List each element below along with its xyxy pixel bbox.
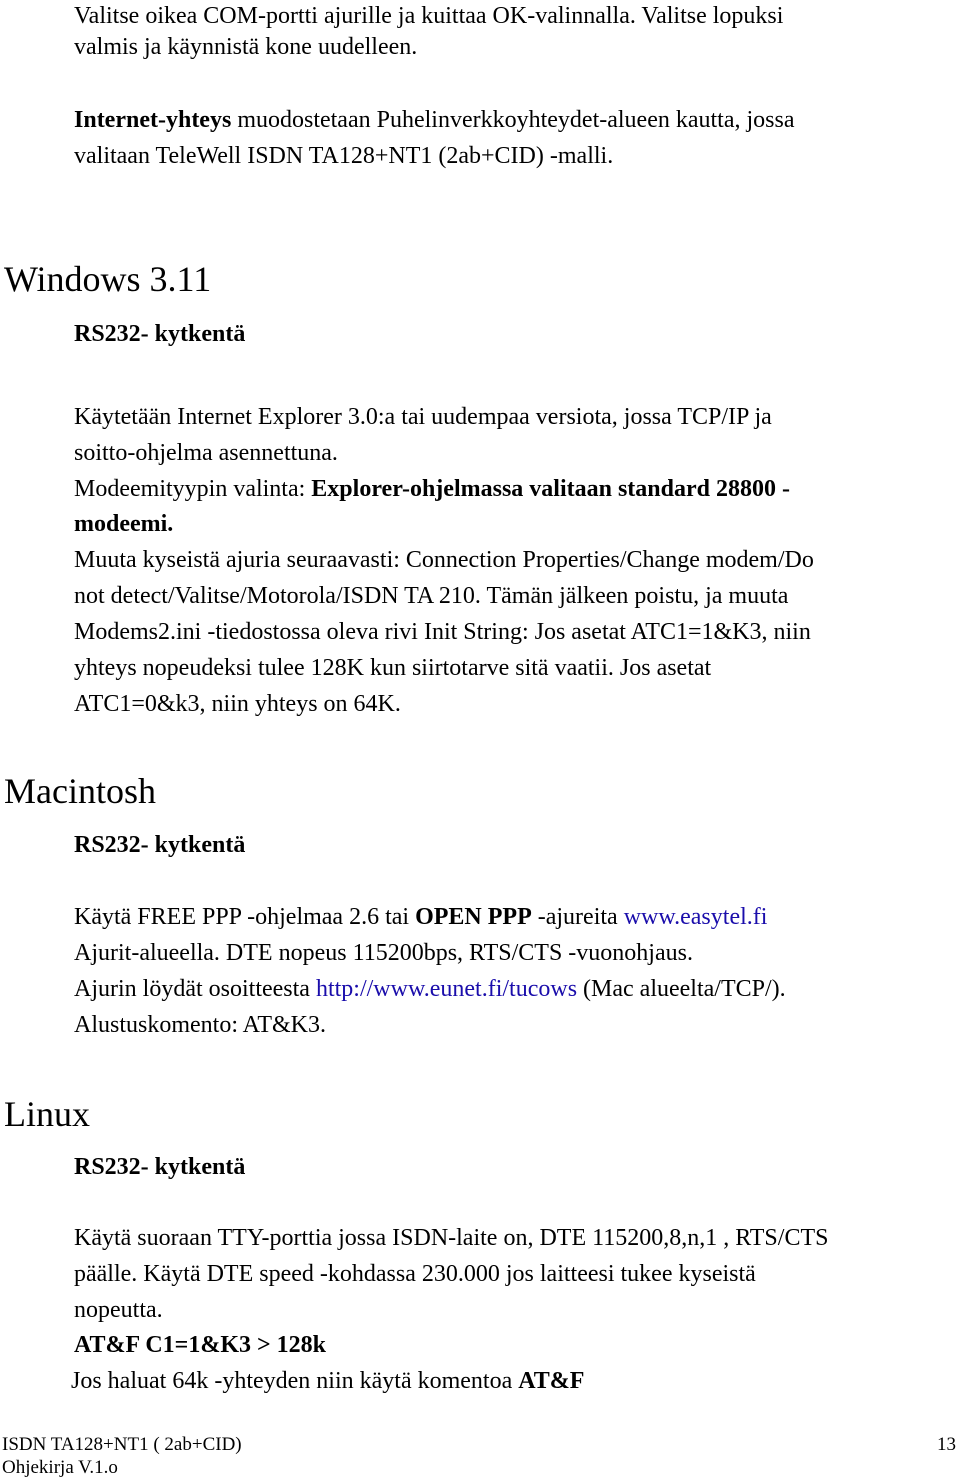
at-command-64k: AT&F — [518, 1368, 585, 1394]
intro-line-4: valitaan TeleWell ISDN TA128+NT1 (2ab+CID) -malli. — [74, 143, 614, 169]
windows-heading: Windows 3.11 — [4, 259, 212, 299]
modem-type-label: Modeemityypin valinta: — [74, 476, 312, 502]
macintosh-line-2: Ajurit-alueella. DTE nopeus 115200bps, RTS/CTS -vuonohjaus. — [74, 940, 693, 966]
linux-line-5 — [71, 1365, 584, 1397]
intro-line-1: Valitse oikea COM-portti ajurille ja kuittaa OK-valinnalla. Valitse lopuksi — [74, 3, 784, 29]
mac-line-3-a: Ajurin löydät osoitteesta — [74, 976, 316, 1002]
at-command-128k: AT&F C1=1&K3 > 128k — [74, 1332, 327, 1358]
mac-line-1-b: -ajureita — [531, 904, 624, 930]
linux-line-1: Käytä suoraan TTY-porttia jossa ISDN-laite on, DTE 115200,8,n,1 , RTS/CTS — [74, 1225, 829, 1251]
macintosh-line-3 — [74, 973, 786, 1005]
macintosh-line-4: Alustuskomento: AT&K3. — [74, 1012, 327, 1038]
windows-line-4 — [74, 508, 173, 540]
eunet-tucows-link[interactable]: http://www.eunet.fi/tucows — [315, 976, 578, 1002]
windows-line-7: Modems2.ini -tiedostossa oleva rivi Init String: Jos asetat ATC1=1&K3, niin — [74, 619, 811, 645]
intro-line-2: valmis ja käynnistä kone uudelleen. — [74, 34, 418, 60]
linux-heading: Linux — [4, 1094, 90, 1134]
page-number: 13 — [937, 1434, 956, 1455]
footer-product: ISDN TA128+NT1 ( 2ab+CID) — [2, 1434, 242, 1455]
linux-subheading: RS232- kytkentä — [74, 1154, 246, 1180]
macintosh-heading: Macintosh — [4, 771, 156, 811]
intro-line-3-rest: muodostetaan Puhelinverkkoyhteydet-alueen kautta, jossa — [231, 107, 795, 133]
open-ppp-bold: OPEN PPP — [415, 904, 532, 930]
windows-line-9: ATC1=0&k3, niin yhteys on 64K. — [74, 691, 401, 717]
windows-line-3 — [74, 473, 790, 505]
mac-line-1-a: Käytä FREE PPP -ohjelmaa 2.6 tai — [74, 904, 416, 930]
internet-bold: Internet-yhteys — [74, 107, 232, 133]
linux-line-2: päälle. Käytä DTE speed -kohdassa 230.000 jos laitteesi tukee kyseistä — [74, 1261, 756, 1287]
windows-line-1: Käytetään Internet Explorer 3.0:a tai uudempaa versiota, jossa TCP/IP ja — [74, 404, 772, 430]
mac-line-3-b: (Mac alueelta/TCP/). — [577, 976, 786, 1002]
intro-line-3 — [74, 104, 795, 136]
linux-line-4 — [74, 1329, 326, 1361]
macintosh-line-1 — [74, 901, 767, 933]
windows-line-8: yhteys nopeudeksi tulee 128K kun siirtotarve sitä vaatii. Jos asetat — [74, 655, 712, 681]
easytel-link[interactable]: www.easytel.fi — [623, 904, 768, 930]
linux-line-5-plain: Jos haluat 64k -yhteyden niin käytä komentoa — [71, 1368, 519, 1394]
windows-subheading: RS232- kytkentä — [74, 321, 246, 347]
windows-line-6: not detect/Valitse/Motorola/ISDN TA 210. Tämän jälkeen poistu, ja muuta — [74, 583, 789, 609]
modem-type-bold: Explorer-ohjelmassa valitaan standard 28800 - — [311, 476, 790, 502]
footer-doc: Ohjekirja V.1.o — [2, 1457, 118, 1478]
modem-bold: modeemi. — [74, 511, 174, 537]
windows-line-2: soitto-ohjelma asennettuna. — [74, 440, 338, 466]
macintosh-subheading: RS232- kytkentä — [74, 832, 246, 858]
windows-line-5: Muuta kyseistä ajuria seuraavasti: Connection Properties/Change modem/Do — [74, 547, 814, 573]
linux-line-3: nopeutta. — [74, 1297, 163, 1323]
